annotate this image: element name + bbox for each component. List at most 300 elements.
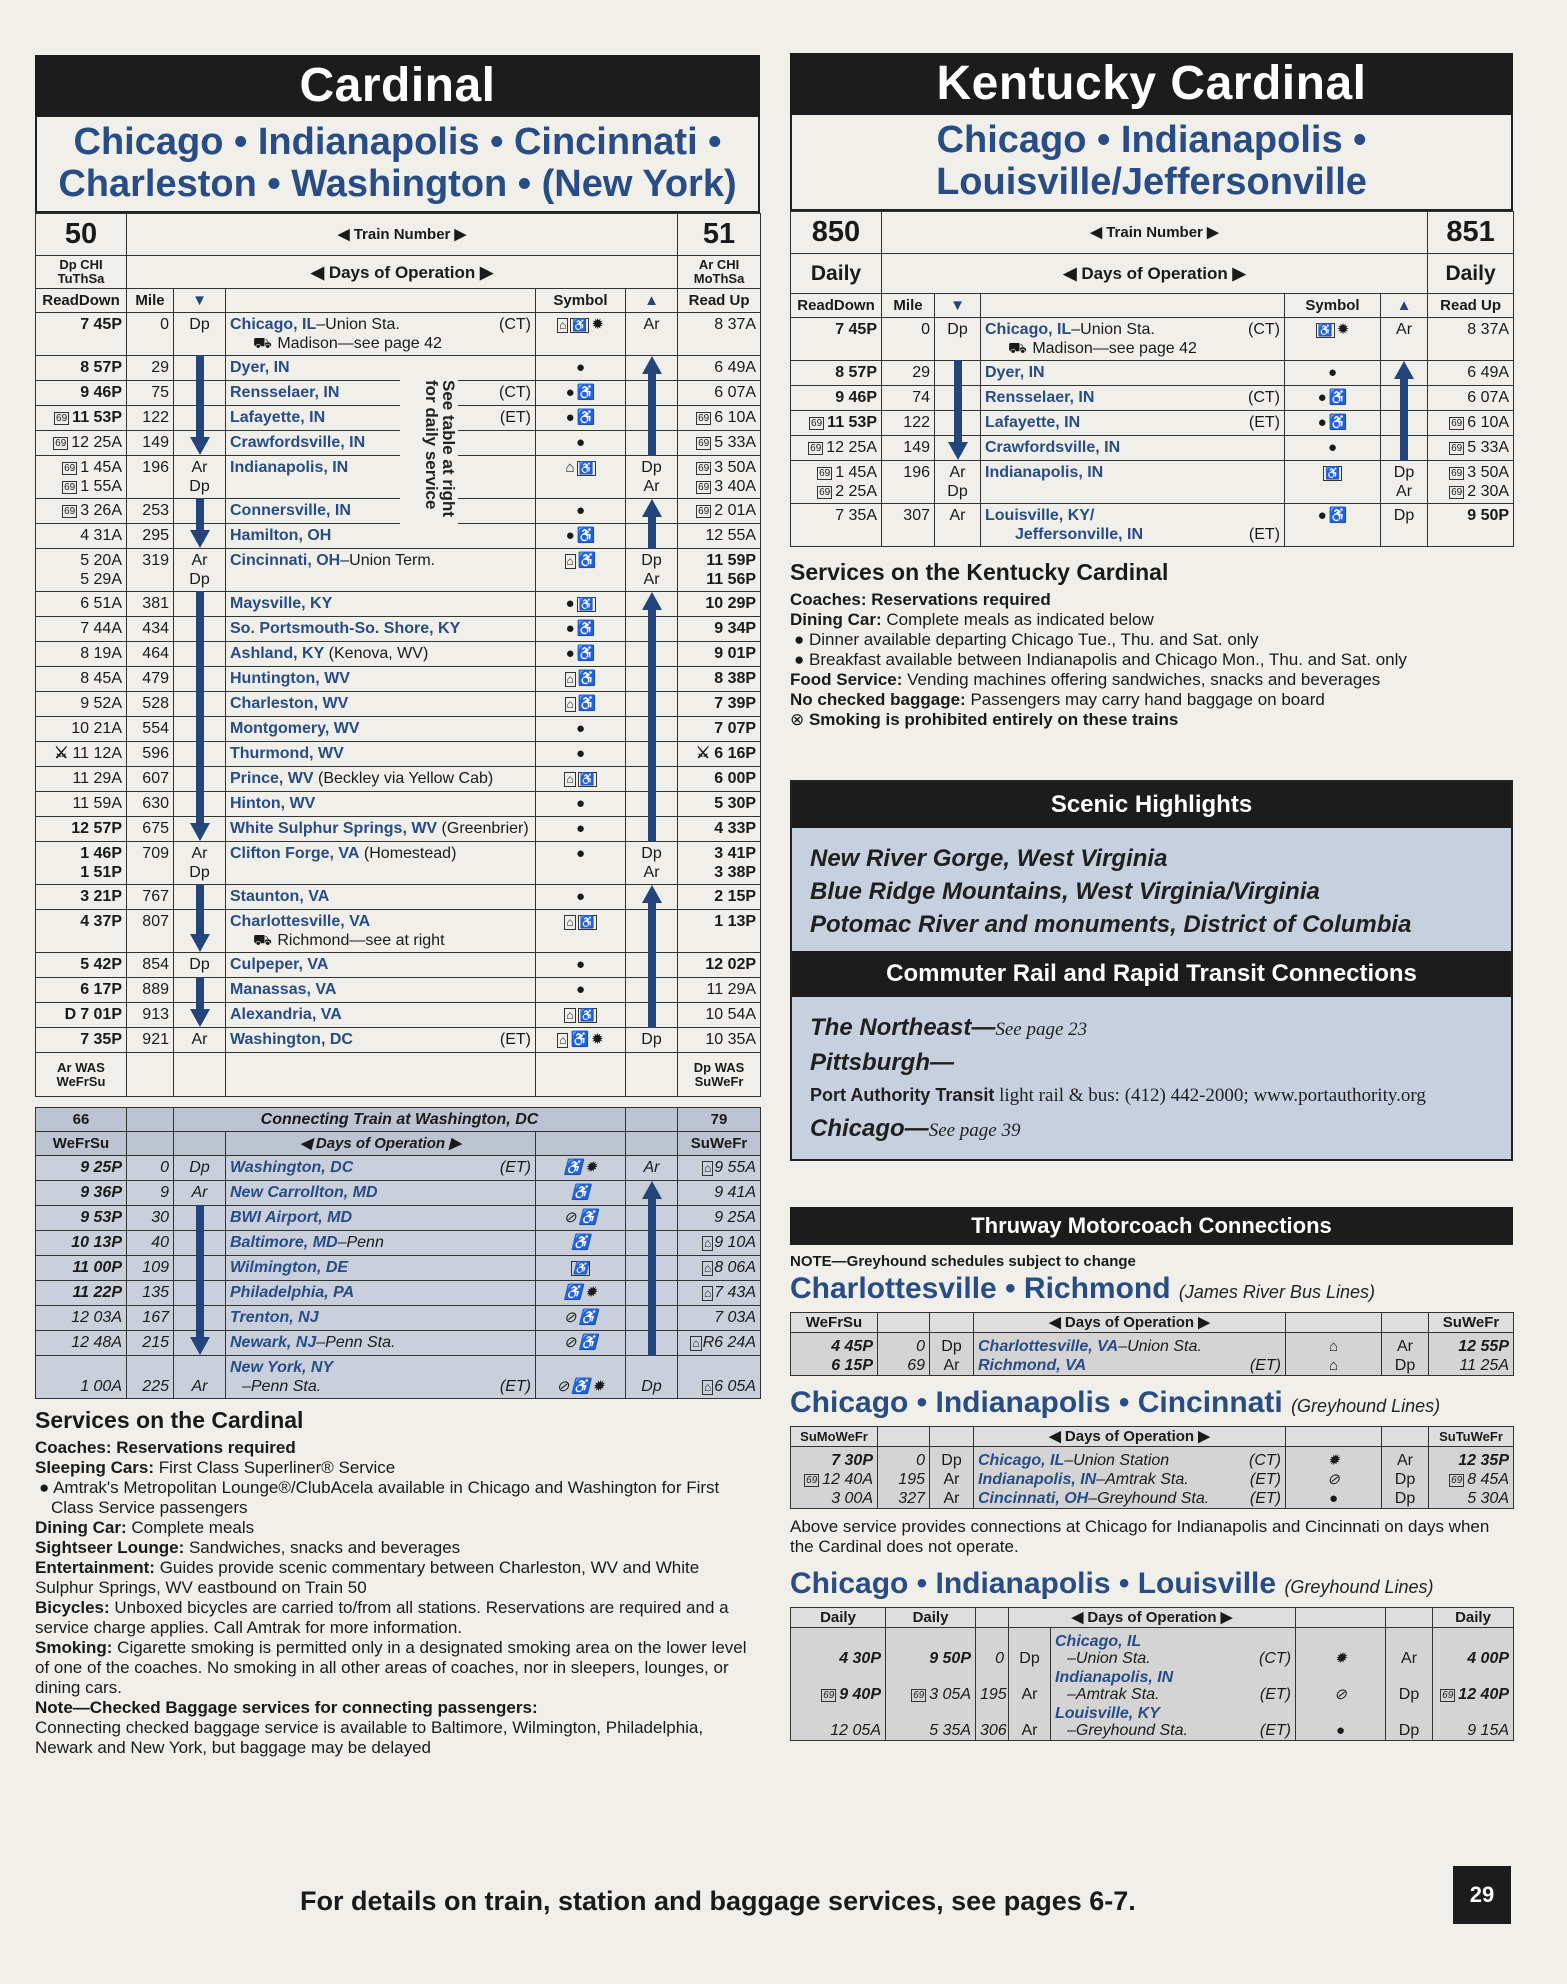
station-line [230, 526, 531, 545]
station-name: Trenton, NJ [230, 1309, 319, 1326]
accessible-boarding-icon: ♿ [579, 1008, 595, 1022]
arrive-depart-value: Ar [943, 1357, 960, 1374]
quik-trak-icon: ✹ [1336, 321, 1350, 338]
symbol-cell [536, 499, 626, 524]
time-text: 1 46P [80, 845, 122, 862]
service-label: Coaches: Reservations required [35, 1438, 296, 1457]
time-value [682, 551, 756, 570]
time-value [682, 844, 756, 863]
read-up-time [1429, 1333, 1514, 1357]
read-up-time [678, 1281, 761, 1306]
station-line [230, 819, 531, 838]
down-arrow-icon [174, 642, 226, 667]
read-down-time [791, 1704, 886, 1741]
station-name: Dyer, IN [230, 359, 290, 376]
time-text: 9 34P [714, 620, 757, 637]
arrive-depart-value: Dp [1394, 1490, 1416, 1507]
scenic-highlights-box [790, 780, 1513, 1161]
mile-value: 0 [976, 1628, 1009, 1669]
symbol-cell [536, 549, 626, 592]
station-name: Jeffersonville, IN [1015, 526, 1144, 543]
down-arrow-icon [935, 386, 981, 411]
days-left: Daily [791, 254, 882, 294]
station-line [985, 463, 1280, 482]
footer-left: Ar WAS WeFrSu [36, 1053, 127, 1097]
louisville-bus-table [790, 1607, 1514, 1741]
subtitle-line: Charleston • Washington • (New York) [58, 163, 737, 205]
train-number-850: 850 [791, 212, 882, 254]
bus-connection-text: Richmond—see at right [272, 932, 445, 949]
time-value [682, 358, 756, 377]
station-name: Indianapolis, IN [985, 464, 1104, 481]
time-value [682, 819, 756, 838]
scenic-item: Blue Ridge Mountains, West Virginia/Virginia [810, 878, 1320, 905]
station-line [230, 669, 531, 688]
service-item [35, 1558, 760, 1598]
mile-value: 889 [127, 978, 174, 1003]
staffed-station-icon: ⌂ [566, 697, 574, 711]
accessible-boarding-icon: ♿ [573, 1261, 588, 1275]
mile-value: 307 [882, 504, 935, 547]
time-text: 11 53P [72, 409, 122, 426]
quik-trak-icon: ✹ [1327, 1452, 1340, 1469]
up-arrow-icon [626, 767, 678, 792]
time-text: 6 00P [714, 770, 757, 787]
station-name: Maysville, KY [230, 595, 333, 612]
read-up-time [678, 1356, 761, 1399]
unstaffed-station-icon: ⊘ [1334, 1686, 1347, 1703]
table-row [36, 953, 761, 978]
down-arrow-icon [174, 1231, 226, 1256]
arrive-depart [626, 549, 678, 592]
table-row [36, 1231, 761, 1256]
col-readup: Read Up [678, 289, 761, 313]
symbol-cell [536, 1028, 626, 1053]
station-stop-icon: ● [565, 645, 575, 662]
time-text: 11 59A [72, 795, 122, 812]
station-line [1055, 1633, 1291, 1650]
meal-service-icon: 69 [64, 482, 76, 493]
time-text: 9 15A [1467, 1722, 1510, 1739]
train-number-851: 851 [1428, 212, 1514, 254]
table-row [791, 1356, 1514, 1376]
station-line [230, 844, 531, 863]
time-value [795, 463, 877, 482]
staffed-station-icon: ⌂ [703, 1236, 712, 1250]
time-zone: (ET) [1248, 526, 1280, 543]
arrive-depart [174, 842, 226, 885]
down-arrow-icon [174, 792, 226, 817]
up-arrow-icon [626, 592, 678, 617]
time-value [40, 1308, 122, 1327]
time-text: 3 41P [714, 845, 757, 862]
subtitle-line: Chicago • Indianapolis • [936, 119, 1367, 161]
service-label: Food Service: [790, 670, 903, 689]
symbol-cell [536, 431, 626, 456]
station-name: Washington, DC [230, 1031, 353, 1048]
arrive-depart-value: Ar [1396, 483, 1413, 500]
arrive-depart-value: Ar [191, 845, 208, 862]
station-cell [226, 381, 536, 406]
time-text: 9 55A [714, 1159, 756, 1176]
meal-service-icon: 69 [64, 506, 76, 517]
station-cell [981, 504, 1285, 547]
read-up-time [678, 617, 761, 642]
down-arrow-icon [174, 885, 226, 910]
accessible-icon: ♿ [1328, 389, 1348, 406]
station-cell [981, 361, 1285, 386]
col-readdown: ReadDown [36, 289, 127, 313]
up-arrow-icon [626, 524, 678, 549]
arrive-depart [1381, 461, 1428, 504]
time-value [682, 1308, 756, 1327]
read-down-time [36, 1003, 127, 1028]
station-cell [974, 1356, 1286, 1376]
station-name: Lafayette, IN [230, 409, 326, 426]
down-arrow-icon [174, 767, 226, 792]
meal-service-icon: 69 [811, 418, 823, 429]
mile-value: 306 [976, 1704, 1009, 1741]
station-stop-icon: ● [575, 845, 586, 862]
read-down-time [36, 431, 127, 456]
read-up-time [678, 692, 761, 717]
station-stop-icon: ● [1317, 389, 1327, 406]
read-up-time [678, 1181, 761, 1206]
station-cell [981, 461, 1285, 504]
table-row [36, 642, 761, 667]
time-value [40, 477, 122, 496]
service-label: Sightseer Lounge: [35, 1538, 185, 1557]
station-name: Washington, DC [230, 1159, 354, 1176]
time-value [795, 1452, 873, 1469]
symbol-cell [536, 524, 626, 549]
station-name: Richmond, VA [978, 1357, 1087, 1374]
meal-service-icon: 69 [806, 1475, 818, 1486]
symbol-cell [536, 978, 626, 1003]
mile-value: 40 [127, 1231, 174, 1256]
accessible-boarding-icon: ♿ [579, 772, 595, 786]
read-up-time [1433, 1628, 1514, 1669]
quik-trak-icon: ✹ [591, 1378, 605, 1395]
service-text: Guides provide scenic commentary between Charleston, WV and White Sulphur Springs, WV eastbound on Train 50 [35, 1558, 700, 1597]
station-cell [1051, 1668, 1296, 1704]
station-name: Lafayette, IN [985, 414, 1081, 431]
station-name: Cincinnati, OH [978, 1490, 1089, 1507]
table-row [36, 767, 761, 792]
service-item [790, 690, 1513, 710]
time-text: 5 30A [1467, 1490, 1509, 1507]
station-cell [226, 1231, 536, 1256]
time-value [795, 1357, 873, 1374]
accessible-icon: ♿ [1328, 414, 1348, 431]
services-title: Services on the Cardinal [35, 1407, 304, 1433]
station-stop-icon: ● [565, 384, 575, 401]
time-text: 6 10A [714, 409, 757, 426]
up-arrow-icon [626, 717, 678, 742]
time-text: 9 50P [929, 1650, 971, 1667]
table-row [36, 1281, 761, 1306]
mile-value: 675 [127, 817, 174, 842]
down-arrow-icon [174, 910, 226, 953]
time-text: 12 02P [705, 956, 757, 973]
time-value [682, 955, 756, 974]
read-down-time [36, 792, 127, 817]
read-down-time [791, 1333, 878, 1357]
time-zone: (CT) [499, 316, 531, 333]
cincinnati-service-note: Above service provides connections at Chicago for Indianapolis and Cincinnati on days when the Cardinal does not operate. [790, 1517, 1490, 1556]
mile-value: 434 [127, 617, 174, 642]
time-value [40, 594, 122, 613]
meal-service-icon: 69 [698, 482, 710, 493]
symbol-cell [536, 617, 626, 642]
table-row [36, 456, 761, 499]
arrive-depart-value: Dp [1394, 1357, 1416, 1374]
table-row [36, 1003, 761, 1028]
arrive-depart [626, 1156, 678, 1181]
station-cell [226, 431, 536, 456]
arrive-depart [1381, 318, 1428, 361]
days-left: WeFrSu [791, 1313, 878, 1333]
connecting-train-table [35, 1107, 761, 1399]
time-text: 8 37A [714, 316, 757, 333]
mile-value: 319 [127, 549, 174, 592]
time-text: 4 31A [80, 527, 122, 544]
meal-service-icon: 69 [56, 413, 68, 424]
up-arrow-icon [626, 910, 678, 953]
time-text: 1 45A [80, 459, 122, 476]
station-cell [974, 1489, 1286, 1509]
table-row [791, 411, 1514, 436]
station-line [978, 1338, 1281, 1355]
read-down-time [36, 1181, 127, 1206]
table-row [791, 318, 1514, 361]
scenic-highlights-title: Scenic Highlights [792, 782, 1511, 828]
station-line [230, 980, 531, 999]
mile-value: 0 [127, 313, 174, 356]
checked-baggage-icon: ⌂ [565, 459, 575, 476]
station-name: Culpeper, VA [230, 956, 329, 973]
time-value [40, 819, 122, 838]
time-text: 8 57P [80, 359, 122, 376]
time-value [682, 501, 756, 520]
read-up-time [678, 1331, 761, 1356]
arrive-depart-value: Ar [1396, 321, 1413, 338]
time-text: 6 05A [714, 1378, 756, 1395]
station-line [230, 501, 531, 520]
station-line [230, 794, 531, 813]
station-stop-icon: ● [575, 745, 586, 762]
table-row [36, 617, 761, 642]
time-value [40, 1333, 122, 1352]
time-value [682, 570, 756, 589]
accessible-icon: ♿ [577, 552, 597, 569]
service-item [35, 1638, 760, 1698]
time-value [1437, 1722, 1509, 1739]
accessible-icon: ♿ [1328, 507, 1348, 524]
down-arrow-icon [174, 524, 226, 549]
station-name: Newark, NJ [230, 1334, 317, 1351]
table-row [36, 792, 761, 817]
symbol-cell [536, 667, 626, 692]
days-col-2: Daily [886, 1608, 976, 1628]
mile-value: 767 [127, 885, 174, 910]
time-value [40, 551, 122, 570]
station-line [1055, 1705, 1291, 1722]
time-value [682, 1005, 756, 1024]
unstaffed-station-icon: ⊘ [563, 1309, 577, 1326]
arrive-depart [930, 1489, 974, 1509]
read-down-time [791, 504, 882, 547]
accessible-icon: ♿ [576, 645, 596, 662]
up-arrow-icon [1381, 361, 1428, 386]
meal-service-icon: 69 [698, 506, 710, 517]
station-line-2 [230, 1377, 531, 1396]
down-arrow-icon [174, 1281, 226, 1306]
table-row [36, 1181, 761, 1206]
read-down-time [791, 318, 882, 361]
no-smoking-icon: ⊗ [790, 710, 809, 729]
symbol-cell [1285, 361, 1381, 386]
read-down-time [36, 499, 127, 524]
time-text: 8 45A [1467, 1471, 1509, 1488]
accessible-boarding-icon: ♿ [1325, 466, 1340, 480]
time-text: 3 26A [80, 502, 122, 519]
mile-value: 109 [127, 1256, 174, 1281]
read-up-time [1428, 436, 1514, 461]
up-arrow-icon [626, 1206, 678, 1231]
symbol-cell [536, 381, 626, 406]
station-name: White Sulphur Springs, WV [230, 820, 438, 837]
days-of-operation-label: ◀ Days of Operation ▶ [882, 254, 1428, 294]
train-number-label: ◀ Train Number ▶ [127, 214, 678, 256]
time-value [682, 1183, 756, 1202]
time-value [1432, 320, 1509, 339]
station-line [230, 1258, 531, 1277]
mile-value: 327 [878, 1489, 930, 1509]
arrive-depart-value: Dp [1393, 507, 1415, 524]
down-arrow-icon [174, 617, 226, 642]
time-text: 7 39P [714, 695, 757, 712]
read-down-time [36, 456, 127, 499]
table-row [36, 1206, 761, 1231]
staffed-station-icon: ⌂ [703, 1161, 712, 1175]
mile-value: 709 [127, 842, 174, 885]
daily-service-side-note: See table at right for daily service [400, 378, 458, 528]
time-value [682, 887, 756, 906]
days-right: Daily [1433, 1608, 1514, 1628]
time-value [40, 315, 122, 334]
read-up-time [678, 431, 761, 456]
arrive-depart-value: Ar [949, 464, 966, 481]
bus-icon: ⛟ [1008, 340, 1027, 357]
arrive-depart-value: Dp [1393, 464, 1415, 481]
arrive-depart [1382, 1356, 1429, 1376]
read-down-time [791, 1628, 886, 1669]
down-arrow-icon: ▼ [174, 289, 226, 313]
time-value [682, 769, 756, 788]
time-value [40, 744, 122, 763]
time-text: 9 41A [714, 1184, 756, 1201]
station-cell [226, 978, 536, 1003]
table-row [36, 431, 761, 456]
mile-value: 464 [127, 642, 174, 667]
time-value [40, 570, 122, 589]
meal-service-icon: 69 [1451, 1475, 1463, 1486]
station-line [230, 1183, 531, 1202]
subtitle-line: Chicago • Indianapolis • Cincinnati • [73, 121, 722, 163]
station-cell [226, 1281, 536, 1306]
route-heading [790, 1386, 1513, 1420]
bus-connection-text: Madison—see page 42 [1027, 340, 1197, 357]
symbol-cell [536, 842, 626, 885]
time-value [40, 1030, 122, 1049]
kentucky-column [790, 53, 1513, 1741]
arrive-depart [174, 313, 226, 356]
time-text: 5 33A [714, 434, 757, 451]
time-text: 9 36P [80, 1184, 122, 1201]
meal-service-icon: 69 [55, 438, 67, 449]
service-label: Bicycles: [35, 1598, 110, 1617]
read-down-time [36, 524, 127, 549]
station-stop-icon: ● [1327, 439, 1338, 456]
accessible-icon: ♿ [576, 384, 596, 401]
time-value [40, 1233, 122, 1252]
service-text: Passengers may carry hand baggage on board [965, 690, 1325, 709]
time-value [40, 980, 122, 999]
up-arrow-icon [626, 742, 678, 767]
station-cell [226, 592, 536, 617]
station-cell [226, 549, 536, 592]
time-text: 6 07A [1467, 389, 1510, 406]
bullet-icon: ● [39, 1478, 54, 1497]
col-symbol: Symbol [536, 289, 626, 313]
col-symbol: Symbol [1285, 294, 1381, 318]
services-title: Services on the Kentucky Cardinal [790, 559, 1169, 585]
station-cell [226, 313, 536, 356]
mile-value: 479 [127, 667, 174, 692]
time-text: 3 05A [929, 1686, 971, 1703]
time-value [682, 383, 756, 402]
louisville-rows [791, 1628, 1514, 1741]
service-item [35, 1598, 760, 1638]
time-text: 8 19A [80, 645, 122, 662]
station-name: Ashland, KY [230, 645, 325, 662]
station-cell [226, 742, 536, 767]
station-line [230, 315, 531, 334]
mile-value: 75 [127, 381, 174, 406]
read-up-time [1428, 504, 1514, 547]
time-value [40, 526, 122, 545]
station-cell [226, 406, 536, 431]
mile-value: 29 [882, 361, 935, 386]
time-text: 12 40P [1458, 1686, 1510, 1703]
time-text: 11 12A [72, 745, 122, 762]
service-text: Sandwiches, snacks and beverages [184, 1538, 461, 1557]
accessible-icon: ♿ [577, 670, 597, 687]
service-label: Coaches: Reservations required [790, 590, 1051, 609]
arrive-depart [1386, 1628, 1433, 1669]
down-arrow-icon [935, 436, 981, 461]
arrive-depart [935, 318, 981, 361]
arrive-depart-value: Ar [943, 1471, 960, 1488]
time-text: 6 10A [1467, 414, 1510, 431]
days-left: WeFrSu [36, 1132, 127, 1156]
read-up-time [678, 313, 761, 356]
time-value [682, 458, 756, 477]
route-name: Chicago • Indianapolis • Louisville [790, 1567, 1277, 1600]
quik-trak-icon: ✹ [591, 316, 604, 333]
time-text: 10 21A [71, 720, 122, 737]
